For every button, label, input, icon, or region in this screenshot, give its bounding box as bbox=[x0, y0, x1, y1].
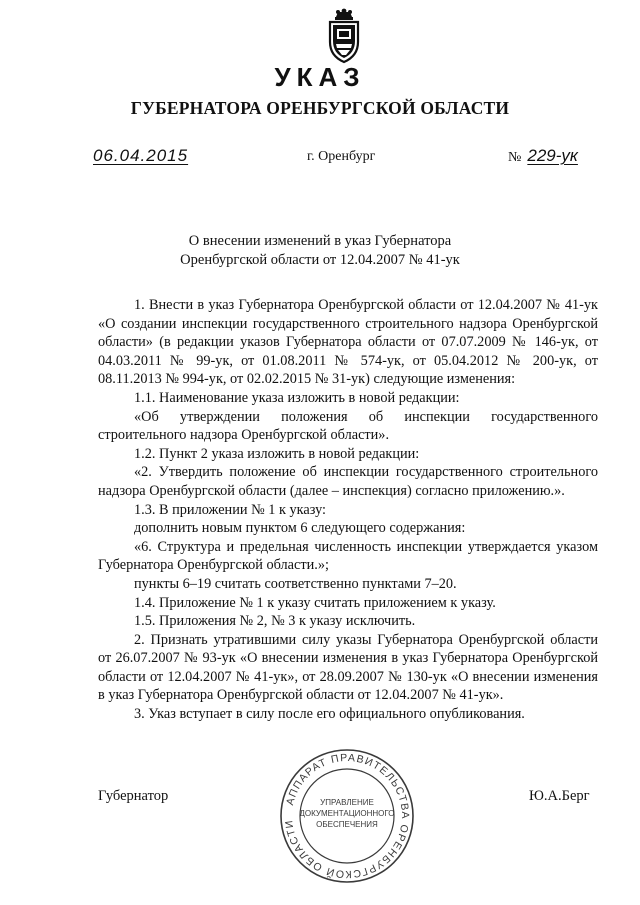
issue-city: г. Оренбург bbox=[307, 149, 376, 164]
paragraph-2: 2. Признать утратившими силу указы Губернатора Оренбургской области от 26.07.2007 № 93-ук «О внесении изменения в указ Губернатора Оренбургской области от 12.04.2007 № 41-ук», от 28.09.2007 № 130-ук «О внесении изменения в указ Губернатора Оренбургской области от 12.04.2007 № 41-ук». bbox=[98, 631, 598, 704]
paragraph-1-3-add: дополнить новым пунктом 6 следующего содержания: bbox=[134, 520, 466, 537]
stamp-center-line-2: ДОКУМЕНТАЦИОННОГО bbox=[299, 809, 395, 818]
signer-name: Ю.А.Берг bbox=[529, 788, 590, 804]
paragraph-1-1-quote: «Об утверждении положения об инспекции государственного строительного надзора Оренбургской области». bbox=[98, 408, 598, 444]
paragraph-3: 3. Указ вступает в силу после его официального опубликования. bbox=[134, 706, 525, 723]
paragraph-1-3: 1.3. В приложении № 1 к указу: bbox=[134, 501, 327, 518]
number-sign: № bbox=[508, 150, 522, 165]
paragraph-1-2: 1.2. Пункт 2 указа изложить в новой редакции: bbox=[134, 445, 420, 462]
decree-number: 229-ук bbox=[527, 146, 578, 165]
decree-number-block bbox=[508, 146, 578, 166]
decree-date: 06.04.2015 bbox=[93, 146, 189, 165]
paragraph-1-3-renumber: пункты 6–19 считать соответственно пунктами 7–20. bbox=[134, 575, 457, 592]
paragraph-1-4: 1.4. Приложение № 1 к указу считать приложением к указу. bbox=[134, 594, 496, 611]
signer-title: Губернатор bbox=[98, 788, 169, 804]
subject-line-1: О внесении изменений в указ Губернатора bbox=[188, 233, 452, 249]
paragraph-1-2-quote: «2. Утвердить положение об инспекции государственного строительного надзора Оренбургской области (далее – инспекция) согласно приложению.». bbox=[98, 464, 598, 499]
decree-body bbox=[98, 296, 598, 724]
official-stamp bbox=[279, 748, 415, 884]
paragraph-1-1: 1.1. Наименование указа изложить в новой редакции: bbox=[134, 389, 460, 406]
subject-line-2: Оренбургской области от 12.04.2007 № 41-ук bbox=[180, 252, 460, 268]
issuing-authority-heading: ГУБЕРНАТОРА ОРЕНБУРГСКОЙ ОБЛАСТИ bbox=[130, 98, 510, 118]
coat-of-arms-icon bbox=[324, 8, 364, 64]
paragraph-1-5: 1.5. Приложения № 2, № 3 к указу исключить. bbox=[134, 613, 416, 630]
stamp-ring-text: АППАРАТ ПРАВИТЕЛЬСТВА ОРЕНБУРГСКОЙ ОБЛАСТИ bbox=[282, 751, 412, 881]
paragraph-1-3-quote: «6. Структура и предельная численность инспекции утверждается указом Губернатора Оренбургской области.»; bbox=[98, 538, 598, 574]
stamp-center-line-3: ОБЕСПЕЧЕНИЯ bbox=[316, 820, 378, 829]
stamp-center-line-1: УПРАВЛЕНИЕ bbox=[320, 798, 374, 807]
document-type-heading: УКАЗ bbox=[274, 62, 366, 92]
decree-subject bbox=[0, 232, 640, 270]
paragraph-1: 1. Внести в указ Губернатора Оренбургской области от 12.04.2007 № 41-ук «О создании инспекции государственного строительного надзора Оренбургской области» (в редакции указов Губернатора области от 07.07.2009 № 146-ук, от 04.03.2011 № 99-ук, от 01.08.2011 № 574-ук, от 05.04.2012 № 200-ук, от 08.11.2013 № 994-ук, от 02.02.2015 № 31-ук) следующие изменения: bbox=[98, 297, 598, 388]
